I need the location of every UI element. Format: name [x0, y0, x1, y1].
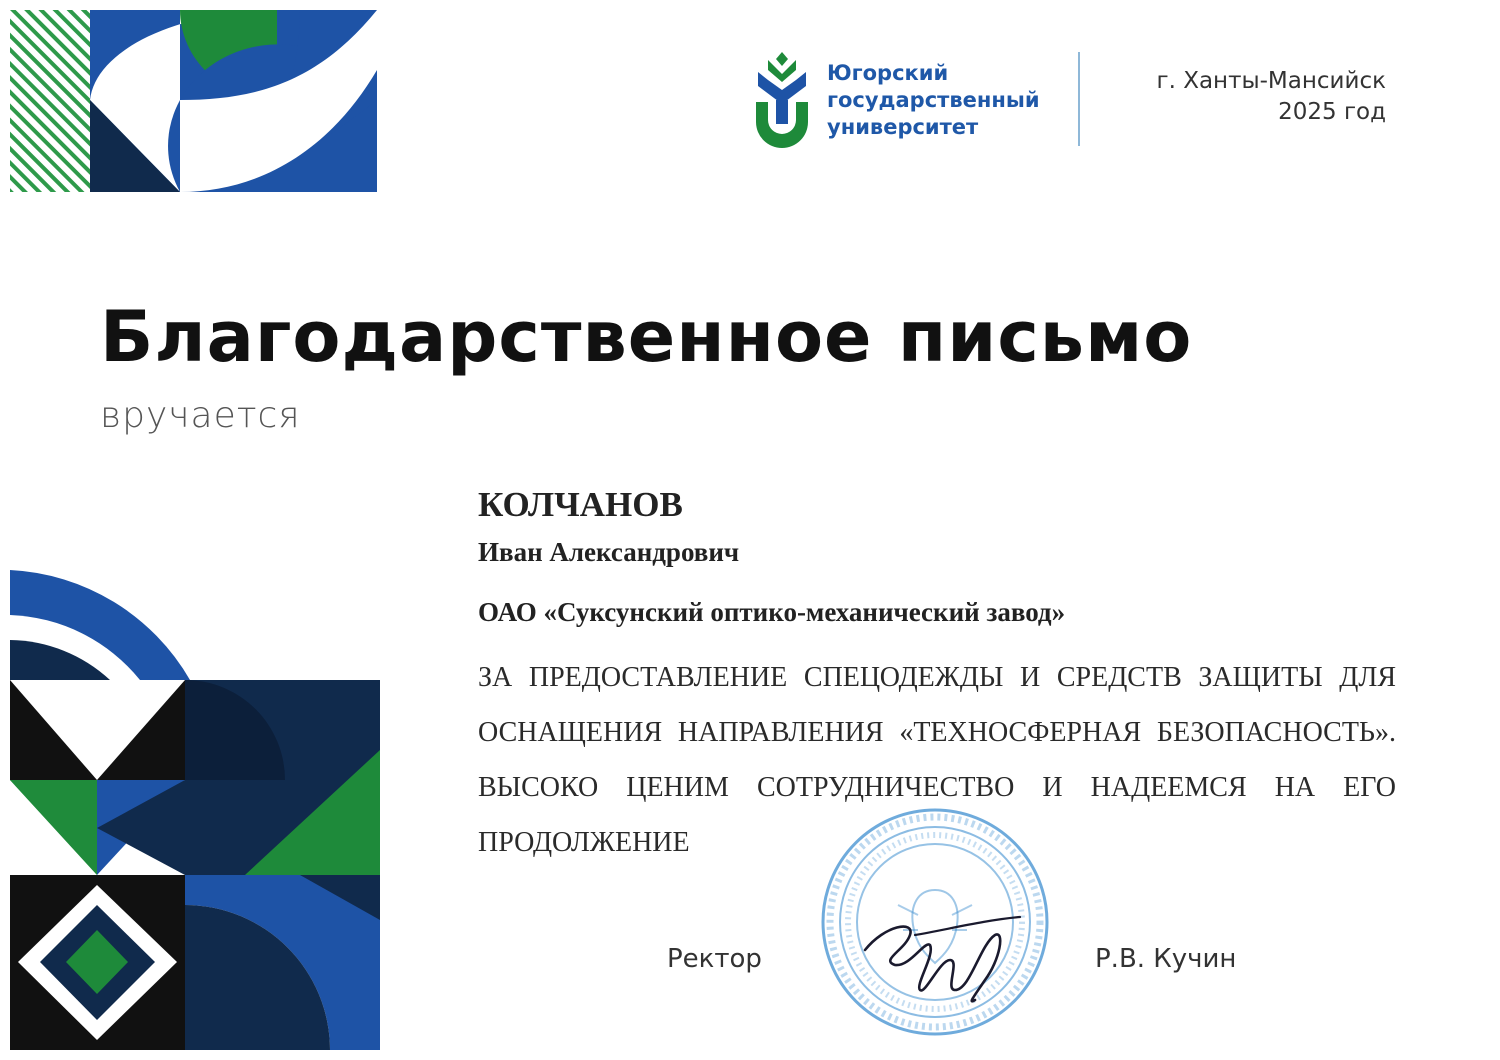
decorative-pattern-top	[0, 0, 380, 200]
award-reason: ЗА ПРЕДОСТАВЛЕНИЕ СПЕЦОДЕЖДЫ И СРЕДСТВ ЗАЩИТЫ ДЛЯ ОСНАЩЕНИЯ НАПРАВЛЕНИЯ «ТЕХНОСФЕРНАЯ БЕЗОПАСНОСТЬ». ВЫСОКО ЦЕНИМ СОТРУДНИЧЕСТВО И НАДЕЕМСЯ НА ЕГО ПРОДОЛЖЕНИЕ	[478, 662, 1396, 858]
header-divider	[1078, 52, 1080, 146]
year-text: 2025 год	[1278, 99, 1386, 125]
recipient-surname: КОЛЧАНОВ	[478, 485, 683, 524]
university-logo-icon	[752, 52, 812, 150]
rector-signature	[855, 905, 1035, 1015]
logo-line-3: университет	[827, 115, 979, 139]
recipient-organization: ОАО «Суксунский оптико-механический завод»	[478, 597, 1066, 627]
logo-line-1: Югорский	[827, 61, 949, 85]
signer-name: Р.В. Кучин	[1095, 944, 1237, 974]
university-name	[827, 60, 1040, 141]
header-location	[1156, 66, 1386, 128]
decorative-pattern-bottom	[0, 560, 385, 1055]
logo-line-2: государственный	[827, 88, 1040, 112]
document-title: Благодарственное письмо	[100, 296, 1193, 378]
recipient-names: Иван Александрович	[478, 537, 740, 567]
city-text: г. Ханты-Мансийск	[1156, 68, 1386, 94]
document-subtitle: вручается	[100, 395, 301, 436]
signer-position: Ректор	[667, 944, 762, 974]
